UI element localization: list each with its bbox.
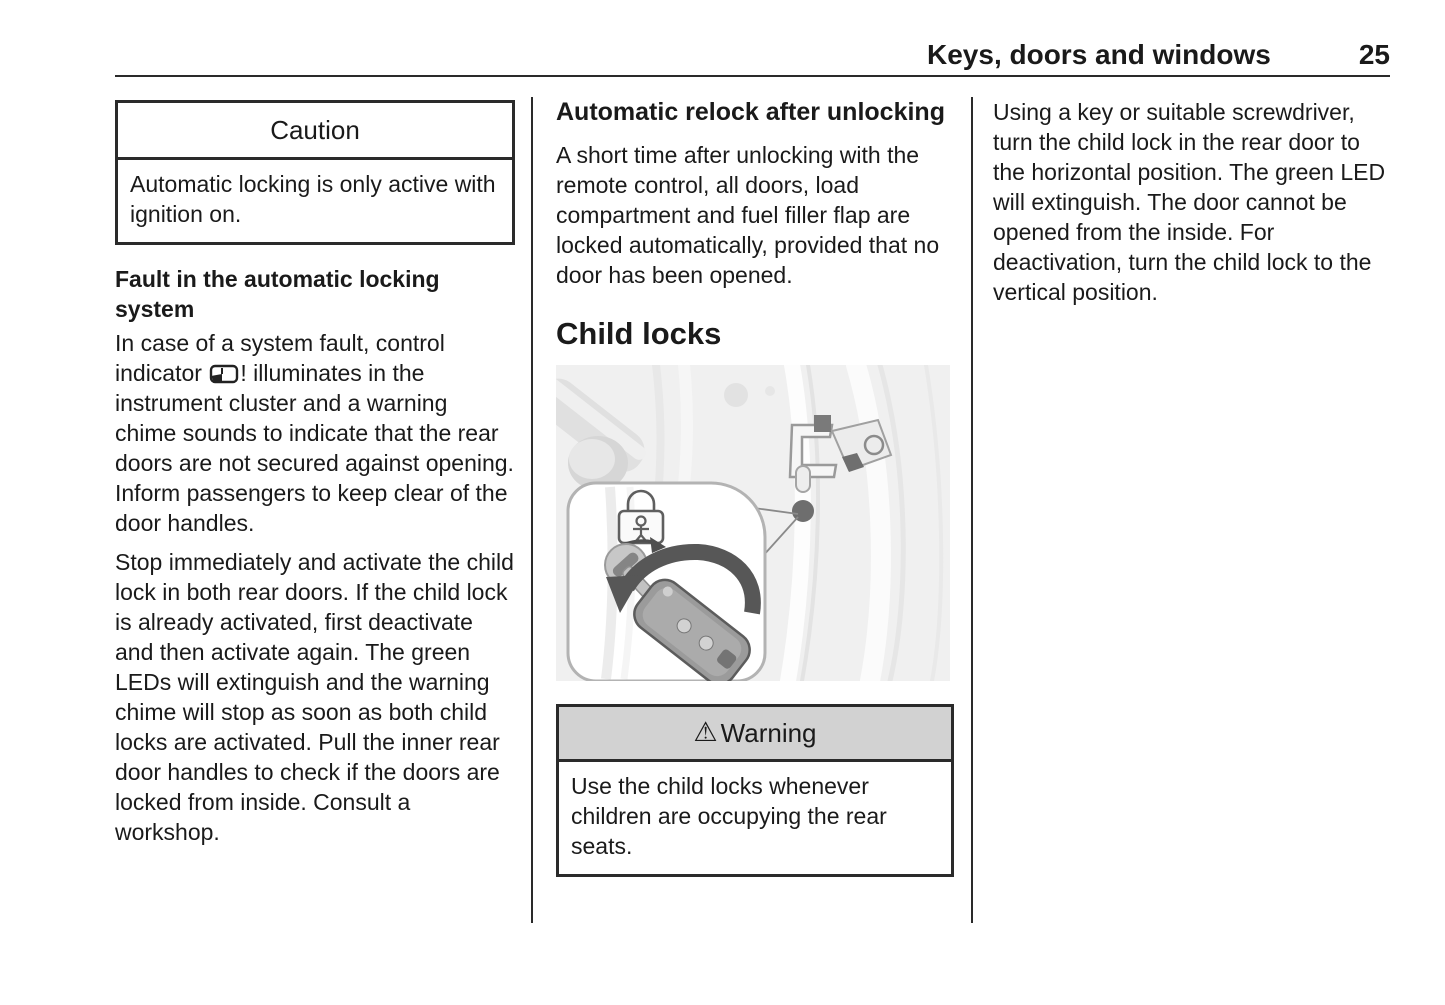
fault-paragraph-1 [115,328,515,538]
warning-triangle-icon: ⚠ [693,717,718,748]
fault-paragraph-2: Stop immediately and activate the child lock in both rear doors. If the child lock is already activated, first deactivate and then activate again. The green LEDs will extinguish and the warning chime will stop as soon as both child locks are activated. Pull the inner rear door handles to check if the doors are locked from inside. Consult a workshop. [115,549,514,845]
child-locks-section-heading: Child locks [556,316,722,351]
caution-box-title: Caution [118,103,512,160]
middle-column [556,97,954,923]
door-hole-detail [724,383,748,407]
child-lock-operation-illustration [556,365,950,681]
caution-box [115,100,515,245]
manual-page [0,40,1445,1005]
left-column [115,97,515,923]
running-header-title: Keys, doors and windows [927,39,1271,70]
door-hole-detail-small [765,386,775,396]
child-lock-instructions-paragraph: Using a key or suitable screwdriver, turn the child lock in the rear door to the horizontal position. The green LED will extinguish. The door cannot be opened from the inside. For deactivation, turn the child lock to the vertical position. [993,99,1386,305]
column-divider [971,97,973,923]
column-divider [531,97,533,923]
warning-box-body: Use the child locks whenever children are occupying the rear seats. [571,773,887,859]
relock-section-heading: Automatic relock after unlocking [556,98,945,126]
three-column-layout [115,97,1395,923]
page-header [115,40,1390,77]
fault-section-heading: Fault in the automatic locking system [115,266,440,322]
fault-paragraph-1-after-icon: ! illuminates in the instrument cluster and a warning chime sounds to indicate that the rear doors are not secured against opening. Inform passengers to keep clear of the door handles. [115,360,514,536]
right-column [993,97,1393,923]
header-rule [115,75,1390,77]
caution-box-body: Automatic locking is only active with ignition on. [130,171,496,227]
warning-box-title: Warning [720,718,817,748]
page-number: 25 [1358,39,1390,70]
fault-paragraph-1-before-icon: In case of a system fault, control indicator [115,330,445,386]
warning-box-header [559,707,951,762]
warning-box [556,704,954,877]
relock-paragraph: A short time after unlocking with the remote control, all doors, load compartment and fuel filler flap are locked automatically, provided that no door has been opened. [556,142,940,288]
door-ajar-indicator-icon [208,362,240,384]
